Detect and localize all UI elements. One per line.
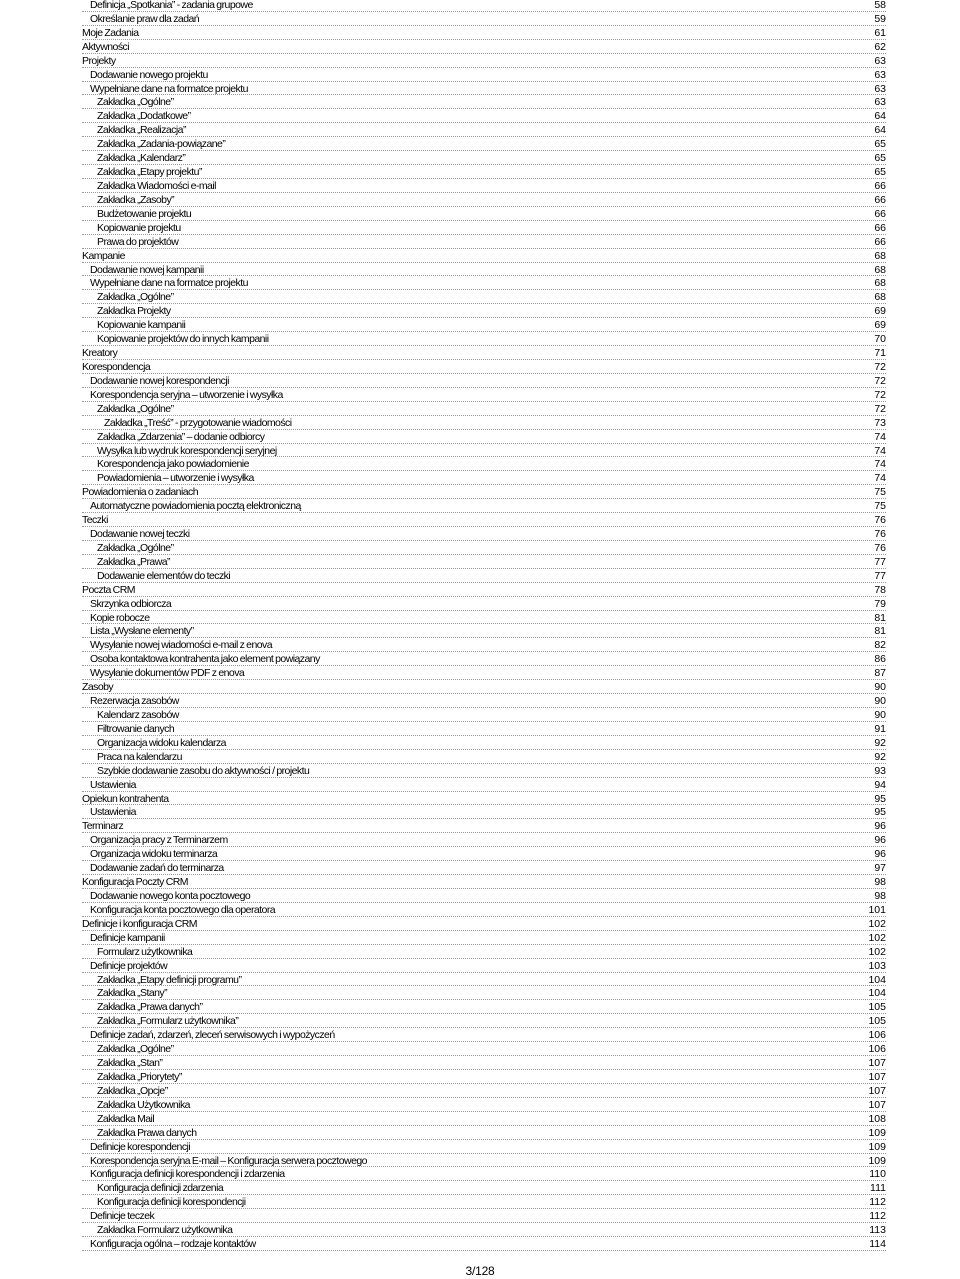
toc-entry-page-number: 107 (868, 1057, 886, 1070)
toc-entry-page-number: 76 (874, 541, 886, 554)
toc-entry-page-number: 104 (868, 987, 886, 1000)
toc-entry[interactable] (82, 876, 886, 890)
toc-entry[interactable] (82, 166, 886, 180)
toc-entry[interactable] (82, 138, 886, 152)
toc-entry-title: Zakładka „Ogólne” (97, 1043, 174, 1056)
toc-entry-page-number: 66 (874, 207, 886, 220)
toc-entry-title: Teczki (82, 514, 108, 527)
toc-entry-title: Zakładka „Etapy projektu” (97, 166, 202, 179)
toc-entry-title: Definicje zadań, zdarzeń, zleceń serwisowych i wypożyczeń (90, 1029, 335, 1042)
toc-entry-page-number: 77 (874, 555, 886, 568)
toc-entry[interactable] (82, 83, 886, 97)
toc-entry-title: Ustawienia (90, 806, 136, 819)
toc-entry[interactable] (82, 1155, 886, 1169)
toc-entry[interactable] (82, 834, 886, 848)
toc-entry-title: Kreatory (82, 347, 118, 360)
toc-entry[interactable] (82, 41, 886, 55)
toc-entry[interactable] (82, 319, 886, 333)
toc-entry[interactable] (82, 458, 886, 472)
toc-entry-title: Organizacja widoku terminarza (90, 848, 218, 861)
toc-entry[interactable] (82, 1113, 886, 1127)
toc-entry-page-number: 90 (874, 709, 886, 722)
toc-entry-page-number: 72 (874, 360, 886, 373)
toc-entry-page-number: 66 (874, 179, 886, 192)
toc-entry[interactable] (82, 709, 886, 723)
toc-entry-title: Terminarz (82, 820, 124, 833)
toc-entry-title: Kalendarz zasobów (97, 709, 179, 722)
toc-entry[interactable] (82, 472, 886, 486)
toc-entry-title: Projekty (82, 54, 116, 67)
toc-entry-title: Określanie praw dla zadań (90, 12, 200, 25)
toc-entry-page-number: 104 (868, 973, 886, 986)
toc-entry[interactable] (82, 1029, 886, 1043)
toc-entry-title: Wysyłanie nowej wiadomości e-mail z enova (90, 639, 273, 652)
page-number: 3/128 (465, 1264, 495, 1278)
toc-entry[interactable] (82, 180, 886, 194)
toc-entry[interactable] (82, 124, 886, 138)
toc-entry-page-number: 98 (874, 876, 886, 889)
toc-entry[interactable] (82, 793, 886, 807)
toc-entry-page-number: 96 (874, 848, 886, 861)
toc-entry[interactable] (82, 946, 886, 960)
toc-entry-page-number: 63 (874, 96, 886, 109)
toc-entry-title: Wypełniane dane na formatce projektu (90, 82, 248, 95)
toc-entry-page-number: 114 (869, 1238, 886, 1251)
toc-entry[interactable] (82, 152, 886, 166)
toc-entry[interactable] (82, 625, 886, 639)
toc-entry-title: Zakładka Projekty (97, 305, 171, 318)
toc-entry-page-number: 68 (874, 263, 886, 276)
toc-entry-title: Automatyczne powiadomienia pocztą elektroniczną (90, 500, 301, 513)
toc-entry-page-number: 62 (874, 40, 886, 53)
toc-entry-page-number: 95 (874, 806, 886, 819)
toc-entry-page-number: 66 (874, 221, 886, 234)
toc-entry-page-number: 79 (874, 597, 886, 610)
toc-entry-title: Zakładka „Prawa” (97, 555, 170, 568)
toc-entry-page-number: 63 (874, 82, 886, 95)
toc-entry-title: Kampanie (82, 249, 125, 262)
toc-entry-title: Zakładka „Zasoby” (97, 193, 175, 206)
toc-entry[interactable] (82, 236, 886, 250)
toc-entry[interactable] (82, 514, 886, 528)
toc-entry-title: Zakładka „Kalendarz” (97, 152, 186, 165)
toc-entry-page-number: 81 (874, 625, 886, 638)
toc-entry-title: Powiadomienia o zadaniach (82, 486, 199, 499)
toc-entry-page-number: 74 (874, 430, 886, 443)
toc-entry-page-number: 93 (874, 764, 886, 777)
toc-entry-page-number: 105 (868, 1001, 886, 1014)
toc-entry-title: Powiadomienia – utworzenie i wysyłka (97, 472, 254, 485)
toc-entry[interactable] (82, 389, 886, 403)
toc-entry-page-number: 66 (874, 193, 886, 206)
toc-entry-page-number: 102 (868, 917, 886, 930)
toc-entry-page-number: 65 (874, 166, 886, 179)
toc-entry-title: Poczta CRM (82, 583, 135, 596)
toc-entry-title: Zakładka „Etapy definicji programu” (97, 973, 242, 986)
toc-entry[interactable] (82, 653, 886, 667)
toc-entry[interactable] (82, 723, 886, 737)
toc-entry-title: Dodawanie elementów do teczki (97, 569, 231, 582)
toc-entry-page-number: 90 (874, 695, 886, 708)
toc-entry[interactable] (82, 96, 886, 110)
toc-entry[interactable] (82, 779, 886, 793)
toc-entry[interactable] (82, 806, 886, 820)
toc-entry-page-number: 74 (874, 444, 886, 457)
toc-entry-page-number: 95 (874, 792, 886, 805)
toc-entry-page-number: 111 (870, 1182, 886, 1195)
toc-entry-title: Korespondencja seryjna – utworzenie i wysyłka (90, 388, 283, 401)
toc-entry-title: Zakładka „Dodatkowe” (97, 110, 191, 123)
toc-entry-title: Skrzynka odbiorcza (90, 597, 172, 610)
toc-entry-title: Kopiowanie projektu (97, 221, 181, 234)
toc-entry[interactable] (82, 695, 886, 709)
toc-entry-page-number: 75 (874, 486, 886, 499)
toc-entry[interactable] (82, 291, 886, 305)
toc-entry-title: Zakładka „Realizacja” (97, 124, 186, 137)
toc-entry[interactable] (82, 932, 886, 946)
toc-entry[interactable] (82, 960, 886, 974)
toc-entry-page-number: 109 (868, 1126, 886, 1139)
toc-entry[interactable] (82, 584, 886, 598)
toc-entry[interactable] (82, 1182, 886, 1196)
toc-entry-title: Korespondencja jako powiadomienie (97, 458, 249, 471)
toc-entry-page-number: 96 (874, 820, 886, 833)
toc-entry-page-number: 107 (868, 1098, 886, 1111)
toc-entry-title: Zakładka Mail (97, 1112, 155, 1125)
toc-entry-title: Zakładka „Prawa danych” (97, 1001, 203, 1014)
toc-entry-title: Korespondencja (82, 360, 151, 373)
toc-entry[interactable] (82, 69, 886, 83)
toc-entry[interactable] (82, 486, 886, 500)
toc-entry-title: Rezerwacja zasobów (90, 695, 179, 708)
toc-entry-page-number: 81 (874, 611, 886, 624)
toc-entry-page-number: 112 (869, 1196, 886, 1209)
toc-entry-title: Budżetowanie projektu (97, 207, 192, 220)
toc-entry-page-number: 70 (874, 333, 886, 346)
toc-entry[interactable] (82, 918, 886, 932)
toc-entry[interactable] (82, 1057, 886, 1071)
toc-entry-page-number: 69 (874, 319, 886, 332)
toc-entry[interactable] (82, 417, 886, 431)
toc-entry[interactable] (82, 848, 886, 862)
toc-entry[interactable] (82, 222, 886, 236)
toc-entry-title: Zakładka Prawa danych (97, 1126, 197, 1139)
toc-entry-title: Definicja „Spotkania” - zadania grupowe (90, 0, 253, 11)
toc-entry-title: Dodawanie nowej korespondencji (90, 374, 229, 387)
toc-entry[interactable] (82, 55, 886, 69)
toc-entry[interactable] (82, 1141, 886, 1155)
toc-entry-title: Kopiowanie kampanii (97, 319, 186, 332)
toc-entry-title: Moje Zadania (82, 26, 139, 39)
toc-entry-title: Definicje projektów (90, 959, 168, 972)
toc-entry-page-number: 65 (874, 138, 886, 151)
toc-entry-title: Definicje kampanii (90, 931, 165, 944)
toc-entry[interactable] (82, 431, 886, 445)
toc-entry-page-number: 61 (874, 26, 886, 39)
toc-entry-title: Lista „Wysłane elementy” (90, 625, 194, 638)
toc-entry-page-number: 94 (874, 778, 886, 791)
toc-entry[interactable] (82, 194, 886, 208)
toc-entry-title: Kopie robocze (90, 611, 150, 624)
toc-entry-title: Zakładka „Treść” - przygotowanie wiadomości (104, 416, 292, 429)
toc-entry[interactable] (82, 403, 886, 417)
toc-entry-title: Zasoby (82, 681, 114, 694)
toc-entry-page-number: 90 (874, 681, 886, 694)
toc-entry[interactable] (82, 110, 886, 124)
toc-entry-page-number: 91 (874, 722, 886, 735)
toc-entry-title: Zakładka „Opcje” (97, 1084, 168, 1097)
toc-entry-title: Dodawanie nowej kampanii (90, 263, 204, 276)
toc-entry-page-number: 72 (874, 388, 886, 401)
toc-entry-title: Konfiguracja ogólna – rodzaje kontaktów (90, 1238, 256, 1251)
toc-entry[interactable] (82, 277, 886, 291)
toc-entry-title: Konfiguracja konta pocztowego dla operatora (90, 903, 276, 916)
toc-entry-page-number: 82 (874, 639, 886, 652)
toc-entry[interactable] (82, 1085, 886, 1099)
toc-entry-page-number: 71 (874, 347, 886, 360)
toc-entry-page-number: 105 (868, 1015, 886, 1028)
toc-entry-page-number: 74 (874, 458, 886, 471)
toc-entry-title: Zakładka „Ogólne” (97, 541, 174, 554)
toc-entry[interactable] (82, 500, 886, 514)
toc-entry[interactable] (82, 27, 886, 41)
toc-entry[interactable] (82, 904, 886, 918)
toc-entry-title: Konfiguracja definicji zdarzenia (97, 1182, 224, 1195)
toc-entry-page-number: 96 (874, 834, 886, 847)
toc-entry-page-number: 68 (874, 249, 886, 262)
toc-entry-title: Dodawanie nowej teczki (90, 528, 190, 541)
toc-entry-page-number: 92 (874, 736, 886, 749)
toc-entry[interactable] (82, 765, 886, 779)
toc-entry-title: Dodawanie nowego projektu (90, 68, 208, 81)
toc-entry-title: Wypełniane dane na formatce projektu (90, 277, 248, 290)
table-of-contents (82, 0, 886, 1252)
toc-entry-page-number: 66 (874, 235, 886, 248)
toc-entry-page-number: 64 (874, 124, 886, 137)
toc-entry[interactable] (82, 361, 886, 375)
toc-entry-title: Organizacja widoku kalendarza (97, 736, 226, 749)
toc-entry-page-number: 87 (874, 667, 886, 680)
toc-entry[interactable] (82, 556, 886, 570)
toc-entry[interactable] (82, 974, 886, 988)
toc-entry-page-number: 109 (868, 1154, 886, 1167)
toc-entry-title: Wysyłka lub wydruk korespondencji seryjnej (97, 444, 277, 457)
toc-entry-page-number: 107 (868, 1070, 886, 1083)
toc-entry-title: Wysyłanie dokumentów PDF z enova (90, 667, 245, 680)
toc-entry-page-number: 75 (874, 500, 886, 513)
toc-entry-page-number: 98 (874, 890, 886, 902)
toc-entry-title: Zakładka „Zadania-powiązane” (97, 138, 226, 151)
toc-entry-title: Filtrowanie danych (97, 722, 175, 735)
toc-entry[interactable] (82, 820, 886, 834)
toc-entry-title: Definicje i konfiguracja CRM (82, 917, 197, 930)
toc-entry[interactable] (82, 208, 886, 222)
toc-entry-page-number: 63 (874, 54, 886, 67)
toc-entry-page-number: 63 (874, 68, 886, 81)
toc-entry-title: Zakładka „Formularz użytkownika” (97, 1015, 239, 1028)
toc-entry-page-number: 78 (874, 583, 886, 596)
toc-entry-page-number: 113 (869, 1224, 886, 1237)
toc-entry-page-number: 107 (868, 1084, 886, 1097)
toc-entry[interactable] (82, 13, 886, 27)
toc-entry[interactable] (82, 264, 886, 278)
toc-entry[interactable] (82, 737, 886, 751)
toc-entry[interactable] (82, 1001, 886, 1015)
toc-entry-title: Zakładka „Ogólne” (97, 96, 174, 109)
toc-entry-title: Zakładka „Priorytety” (97, 1070, 182, 1083)
toc-entry-page-number: 102 (868, 945, 886, 958)
toc-entry[interactable] (82, 1127, 886, 1141)
toc-entry[interactable] (82, 528, 886, 542)
toc-entry-page-number: 58 (874, 0, 886, 11)
toc-entry[interactable] (82, 987, 886, 1001)
toc-entry[interactable] (82, 375, 886, 389)
toc-entry-page-number: 65 (874, 152, 886, 165)
toc-entry-page-number: 92 (874, 750, 886, 763)
toc-entry[interactable] (82, 347, 886, 361)
toc-entry[interactable] (82, 1168, 886, 1182)
toc-entry-title: Aktywności (82, 40, 130, 53)
toc-entry[interactable] (82, 1015, 886, 1029)
toc-entry-title: Zakładka Formularz użytkownika (97, 1224, 233, 1237)
toc-entry-title: Zakładka „Stany” (97, 987, 168, 1000)
toc-entry-page-number: 102 (868, 931, 886, 944)
toc-entry-page-number: 77 (874, 569, 886, 582)
toc-entry[interactable] (82, 1043, 886, 1057)
toc-entry[interactable] (82, 890, 886, 904)
toc-entry-page-number: 68 (874, 277, 886, 290)
toc-entry-page-number: 103 (868, 959, 886, 972)
toc-entry-title: Praca na kalendarzu (97, 750, 182, 763)
toc-entry[interactable] (82, 1099, 886, 1113)
toc-entry-title: Zakładka „Ogólne” (97, 402, 174, 415)
toc-entry[interactable] (82, 612, 886, 626)
toc-entry-title: Zakładka Użytkownika (97, 1098, 190, 1111)
toc-entry-page-number: 101 (868, 903, 886, 916)
toc-entry-title: Zakładka „Ogólne” (97, 291, 174, 304)
toc-entry-title: Korespondencja seryjna E-mail – Konfiguracja serwera pocztowego (90, 1154, 367, 1167)
toc-entry[interactable] (82, 1224, 886, 1238)
toc-entry-title: Definicje korespondencji (90, 1140, 191, 1153)
toc-entry-page-number: 74 (874, 472, 886, 485)
toc-entry-page-number: 73 (874, 416, 886, 429)
toc-entry-title: Ustawienia (90, 778, 136, 791)
toc-entry-title: Konfiguracja Poczty CRM (82, 876, 188, 889)
toc-entry-title: Kopiowanie projektów do innych kampanii (97, 333, 269, 346)
toc-entry-title: Konfiguracja definicji korespondencji (97, 1196, 246, 1209)
toc-entry-page-number: 72 (874, 402, 886, 415)
toc-entry-page-number: 108 (868, 1112, 886, 1125)
toc-entry-title: Zakładka Wiadomości e-mail (97, 179, 216, 192)
toc-entry[interactable] (82, 570, 886, 584)
toc-entry[interactable] (82, 667, 886, 681)
toc-entry-page-number: 69 (874, 305, 886, 318)
toc-entry[interactable] (82, 542, 886, 556)
toc-entry[interactable] (82, 681, 886, 695)
toc-entry-page-number: 59 (874, 12, 886, 25)
toc-entry[interactable] (82, 1071, 886, 1085)
toc-entry-page-number: 76 (874, 528, 886, 541)
toc-entry-page-number: 109 (868, 1140, 886, 1153)
toc-entry-page-number: 64 (874, 110, 886, 123)
toc-entry[interactable] (82, 445, 886, 459)
toc-entry-title: Osoba kontaktowa kontrahenta jako element powiązany (90, 653, 320, 666)
toc-entry-title: Konfiguracja definicji korespondencji i zdarzenia (90, 1168, 285, 1181)
toc-entry[interactable] (82, 250, 886, 264)
toc-entry-title: Definicje teczek (90, 1210, 155, 1223)
toc-entry-title: Formularz użytkownika (97, 945, 193, 958)
toc-entry-title: Dodawanie nowego konta pocztowego (90, 890, 251, 902)
toc-entry-page-number: 112 (869, 1210, 886, 1223)
toc-entry-title: Opiekun kontrahenta (82, 792, 169, 805)
toc-entry-title: Zakładka „Zdarzenia” – dodanie odbiorcy (97, 430, 265, 443)
toc-entry-page-number: 97 (874, 862, 886, 875)
toc-entry-title: Zakładka „Stan” (97, 1057, 163, 1070)
toc-entry[interactable] (82, 333, 886, 347)
toc-entry-page-number: 86 (874, 653, 886, 666)
toc-entry[interactable] (82, 751, 886, 765)
toc-entry[interactable] (82, 598, 886, 612)
toc-entry[interactable] (82, 862, 886, 876)
toc-entry-page-number: 106 (868, 1029, 886, 1042)
toc-entry[interactable] (82, 0, 886, 13)
toc-entry-page-number: 68 (874, 291, 886, 304)
toc-entry[interactable] (82, 1196, 886, 1210)
toc-entry-page-number: 72 (874, 374, 886, 387)
toc-entry-title: Prawa do projektów (97, 235, 179, 248)
toc-entry-title: Szybkie dodawanie zasobu do aktywności / projektu (97, 764, 310, 777)
toc-entry[interactable] (82, 639, 886, 653)
toc-entry-title: Organizacja pracy z Terminarzem (90, 834, 228, 847)
toc-entry[interactable] (82, 1238, 886, 1252)
toc-entry-page-number: 76 (874, 514, 886, 527)
toc-entry[interactable] (82, 305, 886, 319)
toc-entry-page-number: 106 (868, 1043, 886, 1056)
toc-entry-page-number: 110 (869, 1168, 886, 1181)
toc-entry[interactable] (82, 1210, 886, 1224)
toc-entry-title: Dodawanie zadań do terminarza (90, 862, 224, 875)
